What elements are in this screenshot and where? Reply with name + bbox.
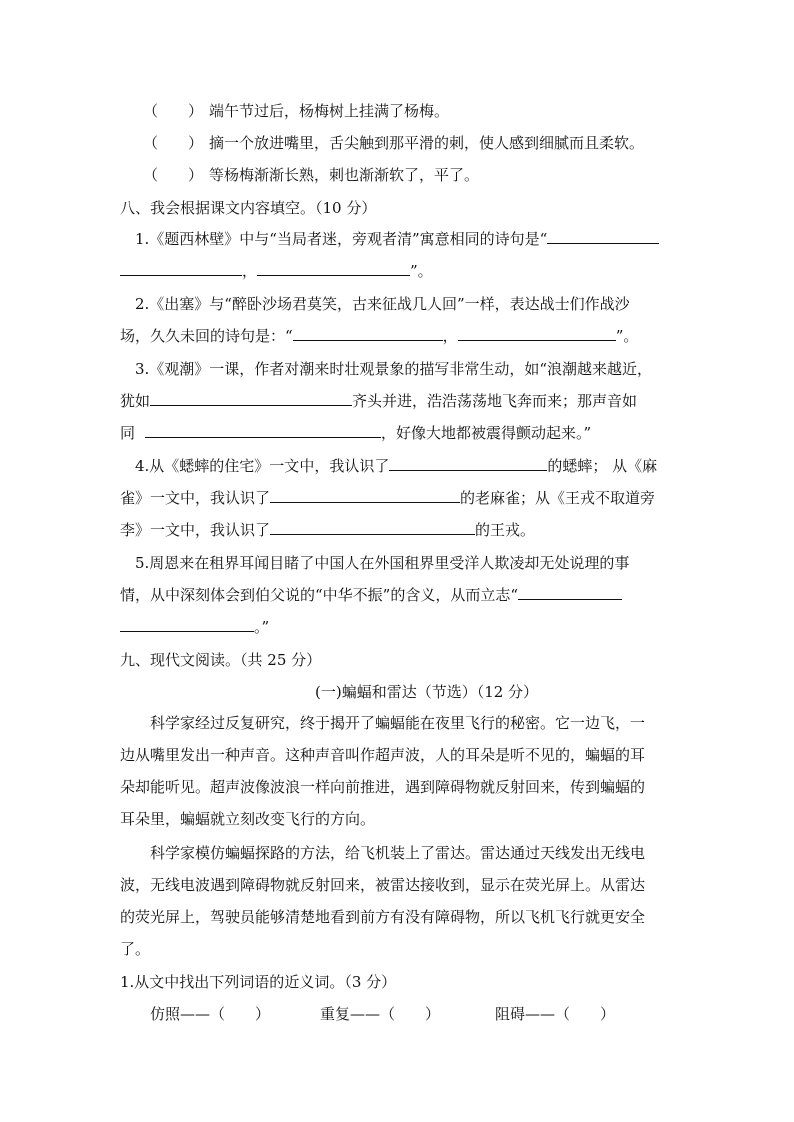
passage-p1-line3: 朵却能听见。超声波像波浪一样向前推进，遇到障碍物就反射回来，传到蝙蝠的: [120, 778, 646, 796]
q9-1-prompt: 1.从文中找出下列词语的近义词。（3 分）: [120, 973, 397, 991]
q8-5-line2: 情，从中深刻体会到伯父说的“中华不振”的含义，从而立志“: [120, 585, 622, 605]
answer-paren[interactable]: （ ）: [143, 102, 204, 120]
item-text: 摘一个放进嘴里，舌尖触到那平滑的刺，使人感到细腻而且柔软。: [209, 134, 645, 152]
order-item-1: [143, 101, 449, 121]
section-9-heading: 九、现代文阅读。（共 25 分）: [120, 651, 322, 669]
answer-blank[interactable]: [389, 456, 547, 471]
answer-blank[interactable]: [150, 391, 352, 406]
synonym-item-2[interactable]: 重复——（ ）: [320, 1005, 441, 1023]
answer-blank[interactable]: [145, 423, 381, 438]
passage-p1-line2: 边从嘴里发出一种声音。这种声音叫作超声波，人的耳朵是听不见的，蝙蝠的耳: [120, 746, 646, 764]
q8-5-line3: 。”: [120, 617, 269, 637]
answer-blank[interactable]: [458, 326, 616, 341]
q8-3-line3: 同 ，好像大地都被震得颤动起来。”: [120, 424, 592, 442]
synonym-item-1[interactable]: 仿照——（ ）: [150, 1005, 271, 1023]
answer-blank[interactable]: [270, 488, 460, 503]
passage-p2-line3: 的荧光屏上，驾驶员能够清楚地看到前方有没有障碍物，所以飞机飞行就更安全: [120, 908, 646, 926]
section-8-heading: 八、我会根据课文内容填空。（10 分）: [120, 199, 377, 217]
q8-1-line1: 1.《题西林壁》中与“当局者迷，旁观者清”寓意相同的诗句是“: [135, 229, 659, 249]
answer-blank[interactable]: [257, 261, 410, 276]
q8-3-line1: 3.《观潮》一课，作者对潮来时壮观景象的描写非常生动，如“浪潮越来越近，: [135, 360, 652, 378]
order-item-2: [143, 133, 644, 153]
answer-blank[interactable]: [547, 229, 659, 244]
answer-blank[interactable]: [293, 326, 443, 341]
answer-blank[interactable]: [518, 585, 622, 600]
q8-2-line2: 场，久久未回的诗句是：“ ， ”。: [120, 327, 639, 345]
passage-p1-line4: 耳朵里，蝙蝠就立刻改变飞行的方向。: [120, 810, 376, 828]
answer-blank[interactable]: [120, 261, 242, 276]
q8-5-line1: 5.周恩来在租界耳闻目睹了中国人在外国租界里受洋人欺凌却无处说理的事: [135, 554, 630, 572]
item-text: 端午节过后，杨梅树上挂满了杨梅。: [209, 102, 450, 120]
answer-paren[interactable]: （ ）: [143, 134, 204, 152]
q8-4-line3: 李》一文中，我认识了 的王戎。: [120, 521, 536, 539]
q8-2-line1: 2.《出塞》与“醉卧沙场君莫笑，古来征战几人回”一样，表达战士们作战沙: [135, 295, 630, 313]
passage-p2-line1: 科学家模仿蝙蝠探路的方法，给飞机装上了雷达。雷达通过天线发出无线电: [150, 844, 646, 862]
answer-blank[interactable]: [270, 520, 475, 535]
q8-3-line2: 犹如 齐头并进，浩浩荡荡地飞奔而来；那声音如: [120, 392, 638, 410]
item-text: 等杨梅渐渐长熟，刺也渐渐软了，平了。: [209, 166, 480, 184]
passage-p2-line4: 了。: [120, 940, 151, 958]
answer-paren[interactable]: （ ）: [143, 166, 204, 184]
passage-title: (一)蝙蝠和雷达（节选）（12 分）: [315, 683, 539, 701]
answer-blank[interactable]: [120, 617, 254, 632]
passage-p2-line2: 波，无线电波遇到障碍物就反射回来，被雷达接收到，显示在荧光屏上。从雷达: [120, 876, 646, 894]
q8-4-line2: 雀》一文中，我认识了 的老麻雀；从《王戎不取道旁: [120, 489, 656, 507]
passage-p1-line1: 科学家经过反复研究，终于揭开了蝙蝠能在夜里飞行的秘密。它一边飞，一: [150, 714, 646, 732]
q8-1-line2: ， ”。: [120, 261, 433, 281]
q8-4-line1: 4.从《蟋蟀的住宅》一文中，我认识了 的蟋蟀； 从《麻: [135, 457, 658, 475]
synonym-item-3[interactable]: 阻碍——（ ）: [495, 1005, 616, 1023]
order-item-3: [143, 165, 479, 185]
